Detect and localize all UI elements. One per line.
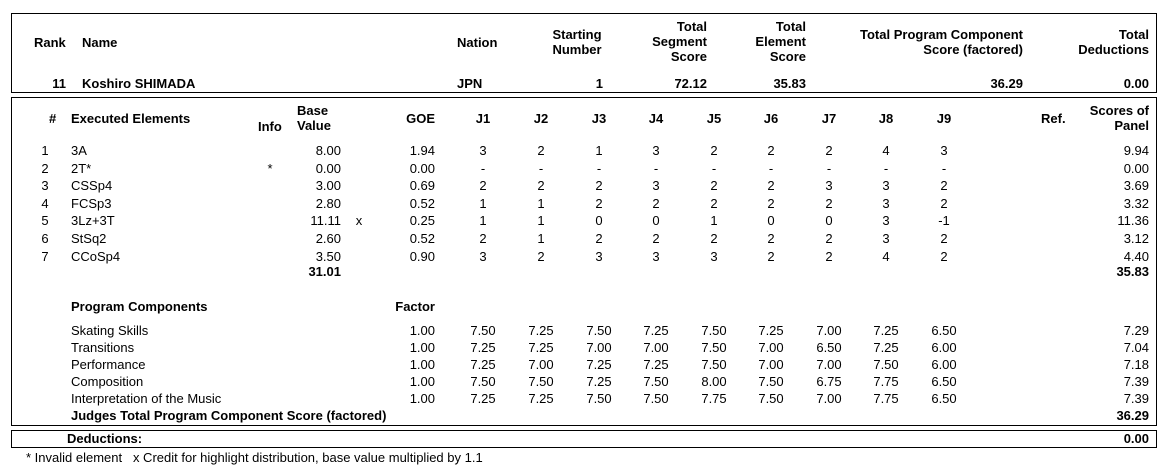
element-number: 7 [41, 248, 49, 264]
element-base-value: 3.00 [315, 178, 341, 194]
component-factor: 1.00 [409, 391, 435, 406]
name-header: Name [82, 35, 118, 50]
element-judge-score: 2 [595, 178, 603, 194]
element-judge-score: 2 [710, 178, 718, 194]
element-judge-score: 4 [882, 248, 890, 264]
element-goe: 0.90 [409, 248, 435, 264]
element-judge-score: - [596, 160, 602, 176]
element-judge-score: 0 [767, 213, 775, 229]
component-judge-score: 7.25 [470, 340, 496, 355]
element-judge-score: 2 [825, 195, 833, 211]
element-goe: 0.52 [409, 195, 435, 211]
element-judge-score: 2 [825, 143, 833, 158]
element-panel-score: 4.40 [1123, 248, 1149, 264]
skater-rank: 11 [52, 76, 66, 91]
component-judge-score: 7.25 [528, 340, 554, 355]
element-judge-score: 3 [479, 248, 487, 264]
component-judge-score: 7.25 [586, 357, 612, 372]
element-number-header: # [49, 111, 57, 126]
element-judge-score: 2 [940, 248, 948, 264]
skater-total-segment-score: 72.12 [674, 76, 707, 91]
element-judge-score: 2 [710, 195, 718, 211]
component-judge-score: 7.25 [873, 340, 899, 355]
element-judge-score: 0 [595, 213, 603, 229]
element-judge-score: 3 [652, 143, 660, 158]
component-judge-score: 8.00 [701, 374, 727, 389]
component-judge-score: 7.00 [643, 340, 669, 355]
element-goe: 1.94 [409, 143, 435, 158]
element-panel-score: 11.36 [1117, 213, 1149, 229]
component-judge-score: 7.25 [758, 323, 784, 338]
element-goe: 0.00 [409, 160, 435, 176]
components-total-label: Judges Total Program Component Score (factored) [71, 408, 387, 423]
element-name: FCSp3 [71, 195, 112, 211]
element-judge-score: 2 [767, 195, 775, 211]
component-judge-score: 7.00 [758, 340, 784, 355]
component-name: Interpretation of the Music [71, 391, 222, 406]
element-number: 4 [41, 195, 49, 211]
component-panel-score: 7.18 [1123, 357, 1149, 372]
skater-starting-number: 1 [595, 76, 603, 91]
component-judge-score: 6.75 [816, 374, 842, 389]
deductions-label: Deductions: [67, 431, 143, 446]
program-components-header: Program Components [71, 299, 208, 314]
component-judge-score: 7.25 [528, 391, 554, 406]
component-factor: 1.00 [409, 340, 435, 355]
element-judge-score: - [768, 160, 774, 176]
element-base-value: 8.00 [315, 143, 341, 158]
total-element-score-header: Total Element Score [755, 19, 806, 64]
element-judge-score: 1 [479, 195, 487, 211]
element-number: 6 [41, 231, 49, 246]
component-judge-score: 6.50 [931, 323, 957, 338]
component-judge-score: 7.75 [873, 391, 899, 406]
element-judge-score: 2 [767, 248, 775, 264]
element-info: * [267, 160, 273, 176]
component-judge-score: 7.25 [528, 323, 554, 338]
component-judge-score: 7.50 [758, 391, 784, 406]
skater-name: Koshiro SHIMADA [82, 76, 196, 91]
base-value-header: Base Value [297, 103, 331, 133]
component-judge-score: 7.50 [470, 323, 496, 338]
element-judge-score: 4 [882, 143, 890, 158]
component-judge-score: 7.25 [470, 391, 496, 406]
element-judge-score: 0 [825, 213, 833, 229]
skater-total-element-score: 35.83 [773, 76, 806, 91]
components-total-value: 36.29 [1116, 408, 1149, 423]
ref-header: Ref. [1041, 111, 1066, 126]
element-judge-score: 2 [537, 248, 545, 264]
nation-header: Nation [457, 35, 498, 50]
element-judge-score: 3 [595, 248, 603, 264]
element-name: 2T* [71, 160, 92, 176]
element-base-value: 11.11 [310, 213, 341, 229]
skater-total-deductions: 0.00 [1123, 76, 1149, 91]
element-judge-score: 3 [479, 143, 487, 158]
element-base-value: 2.80 [315, 195, 341, 211]
element-judge-score: 2 [537, 178, 545, 194]
skater-nation: JPN [457, 76, 483, 91]
element-goe: 0.25 [409, 213, 435, 229]
component-judge-score: 7.00 [816, 357, 842, 372]
element-number: 2 [41, 160, 49, 176]
component-judge-score: 6.00 [931, 340, 957, 355]
skater-total-pcs: 36.29 [990, 76, 1023, 91]
factor-header: Factor [395, 299, 435, 314]
element-judge-score: 1 [537, 231, 545, 246]
deductions-box [11, 430, 1157, 448]
component-judge-score: 7.50 [758, 374, 784, 389]
element-judge-score: 3 [710, 248, 718, 264]
total-deductions-header: Total Deductions [1078, 27, 1149, 57]
element-judge-score: - [711, 160, 717, 176]
element-panel-score: 9.94 [1123, 143, 1149, 158]
component-panel-score: 7.04 [1123, 340, 1149, 355]
component-panel-score: 7.39 [1123, 391, 1149, 406]
element-judge-score: 2 [710, 143, 718, 158]
element-base-value: 2.60 [315, 231, 341, 246]
component-judge-score: 7.75 [701, 391, 727, 406]
element-base-value: 0.00 [315, 160, 341, 176]
component-judge-score: 7.50 [528, 374, 554, 389]
component-judge-score: 6.50 [931, 391, 957, 406]
component-judge-score: 7.50 [873, 357, 899, 372]
component-judge-score: 6.50 [816, 340, 842, 355]
element-name: 3Lz+3T [71, 213, 115, 229]
element-judge-score: 3 [940, 143, 948, 158]
element-judge-score: 3 [882, 178, 890, 194]
element-judge-score: 2 [825, 231, 833, 246]
element-judge-score: 1 [595, 143, 603, 158]
starting-number-header: Starting Number [552, 27, 602, 57]
element-judge-score: 2 [940, 178, 948, 194]
component-judge-score: 7.00 [586, 340, 612, 355]
element-number: 3 [41, 178, 49, 194]
element-judge-score: 1 [537, 213, 545, 229]
component-judge-score: 7.50 [586, 391, 612, 406]
element-judge-score: - [653, 160, 659, 176]
element-base-value: 3.50 [315, 248, 341, 264]
executed-elements-header: Executed Elements [71, 111, 191, 126]
element-name: CCoSp4 [71, 248, 121, 264]
rank-header: Rank [34, 35, 66, 50]
element-judge-score: 2 [479, 231, 487, 246]
element-panel-score: 3.69 [1123, 178, 1149, 194]
judge-header-6: J6 [763, 111, 779, 126]
component-factor: 1.00 [409, 323, 435, 338]
component-panel-score: 7.39 [1123, 374, 1149, 389]
element-judge-score: 3 [882, 231, 890, 246]
panel-elements-total: 35.83 [1116, 264, 1149, 279]
total-pcs-header: Total Program Component Score (factored) [860, 27, 1023, 57]
judge-header-4: J4 [648, 111, 664, 126]
component-judge-score: 7.50 [701, 357, 727, 372]
component-name: Composition [71, 374, 144, 389]
element-judge-score: 1 [479, 213, 487, 229]
element-credit-mark: x [355, 213, 363, 229]
scores-of-panel-header: Scores of Panel [1089, 103, 1149, 133]
component-judge-score: 7.50 [470, 374, 496, 389]
element-judge-score: 2 [767, 143, 775, 158]
element-judge-score: 2 [595, 231, 603, 246]
element-judge-score: 1 [710, 213, 718, 229]
judge-header-9: J9 [936, 111, 952, 126]
element-judge-score: - [826, 160, 832, 176]
judge-header-1: J1 [475, 111, 491, 126]
component-factor: 1.00 [409, 357, 435, 372]
element-judge-score: 2 [767, 231, 775, 246]
element-goe: 0.52 [409, 231, 435, 246]
element-judge-score: - [941, 160, 947, 176]
element-judge-score: 3 [652, 178, 660, 194]
component-judge-score: 7.50 [643, 374, 669, 389]
element-judge-score: -1 [938, 213, 950, 229]
element-judge-score: 2 [825, 248, 833, 264]
element-judge-score: - [538, 160, 544, 176]
component-judge-score: 6.00 [931, 357, 957, 372]
footnote: * Invalid element x Credit for highlight distribution, base value multiplied by 1.1 [26, 450, 483, 465]
element-number: 5 [41, 213, 49, 229]
element-judge-score: 2 [710, 231, 718, 246]
element-name: StSq2 [71, 231, 107, 246]
component-judge-score: 7.50 [586, 323, 612, 338]
judge-header-5: J5 [706, 111, 722, 126]
element-judge-score: 3 [825, 178, 833, 194]
component-judge-score: 7.50 [701, 340, 727, 355]
element-judge-score: 3 [652, 248, 660, 264]
element-judge-score: - [480, 160, 486, 176]
judge-header-7: J7 [821, 111, 837, 126]
component-judge-score: 7.00 [528, 357, 554, 372]
component-judge-score: 7.25 [586, 374, 612, 389]
element-name: CSSp4 [71, 178, 113, 194]
element-judge-score: - [883, 160, 889, 176]
element-judge-score: 2 [537, 143, 545, 158]
component-name: Transitions [71, 340, 135, 355]
judge-header-2: J2 [533, 111, 549, 126]
component-judge-score: 7.25 [470, 357, 496, 372]
judge-header-8: J8 [878, 111, 894, 126]
component-judge-score: 7.50 [643, 391, 669, 406]
element-panel-score: 3.32 [1123, 195, 1149, 211]
component-factor: 1.00 [409, 374, 435, 389]
component-judge-score: 7.50 [701, 323, 727, 338]
element-judge-score: 3 [882, 195, 890, 211]
element-panel-score: 0.00 [1123, 160, 1149, 176]
element-judge-score: 2 [479, 178, 487, 194]
element-judge-score: 1 [537, 195, 545, 211]
element-judge-score: 2 [652, 195, 660, 211]
component-judge-score: 7.25 [643, 357, 669, 372]
element-number: 1 [41, 143, 49, 158]
component-judge-score: 6.50 [931, 374, 957, 389]
element-judge-score: 3 [882, 213, 890, 229]
component-judge-score: 7.00 [816, 391, 842, 406]
element-judge-score: 2 [652, 231, 660, 246]
component-judge-score: 7.00 [758, 357, 784, 372]
deductions-value: 0.00 [1123, 431, 1149, 446]
element-goe: 0.69 [409, 178, 435, 194]
component-judge-score: 7.25 [643, 323, 669, 338]
component-judge-score: 7.25 [873, 323, 899, 338]
component-name: Skating Skills [71, 323, 149, 338]
element-judge-score: 2 [940, 195, 948, 211]
element-name: 3A [71, 143, 87, 158]
element-judge-score: 0 [652, 213, 660, 229]
judge-header-3: J3 [591, 111, 607, 126]
component-name: Performance [71, 357, 146, 372]
base-value-total: 31.01 [308, 264, 341, 279]
element-judge-score: 2 [940, 231, 948, 246]
element-judge-score: 2 [595, 195, 603, 211]
info-header: Info [258, 119, 282, 134]
element-judge-score: 2 [767, 178, 775, 194]
component-judge-score: 7.00 [816, 323, 842, 338]
component-panel-score: 7.29 [1123, 323, 1149, 338]
goe-header: GOE [406, 111, 435, 126]
component-judge-score: 7.75 [873, 374, 899, 389]
element-panel-score: 3.12 [1123, 231, 1149, 246]
total-segment-score-header: Total Segment Score [652, 19, 707, 64]
